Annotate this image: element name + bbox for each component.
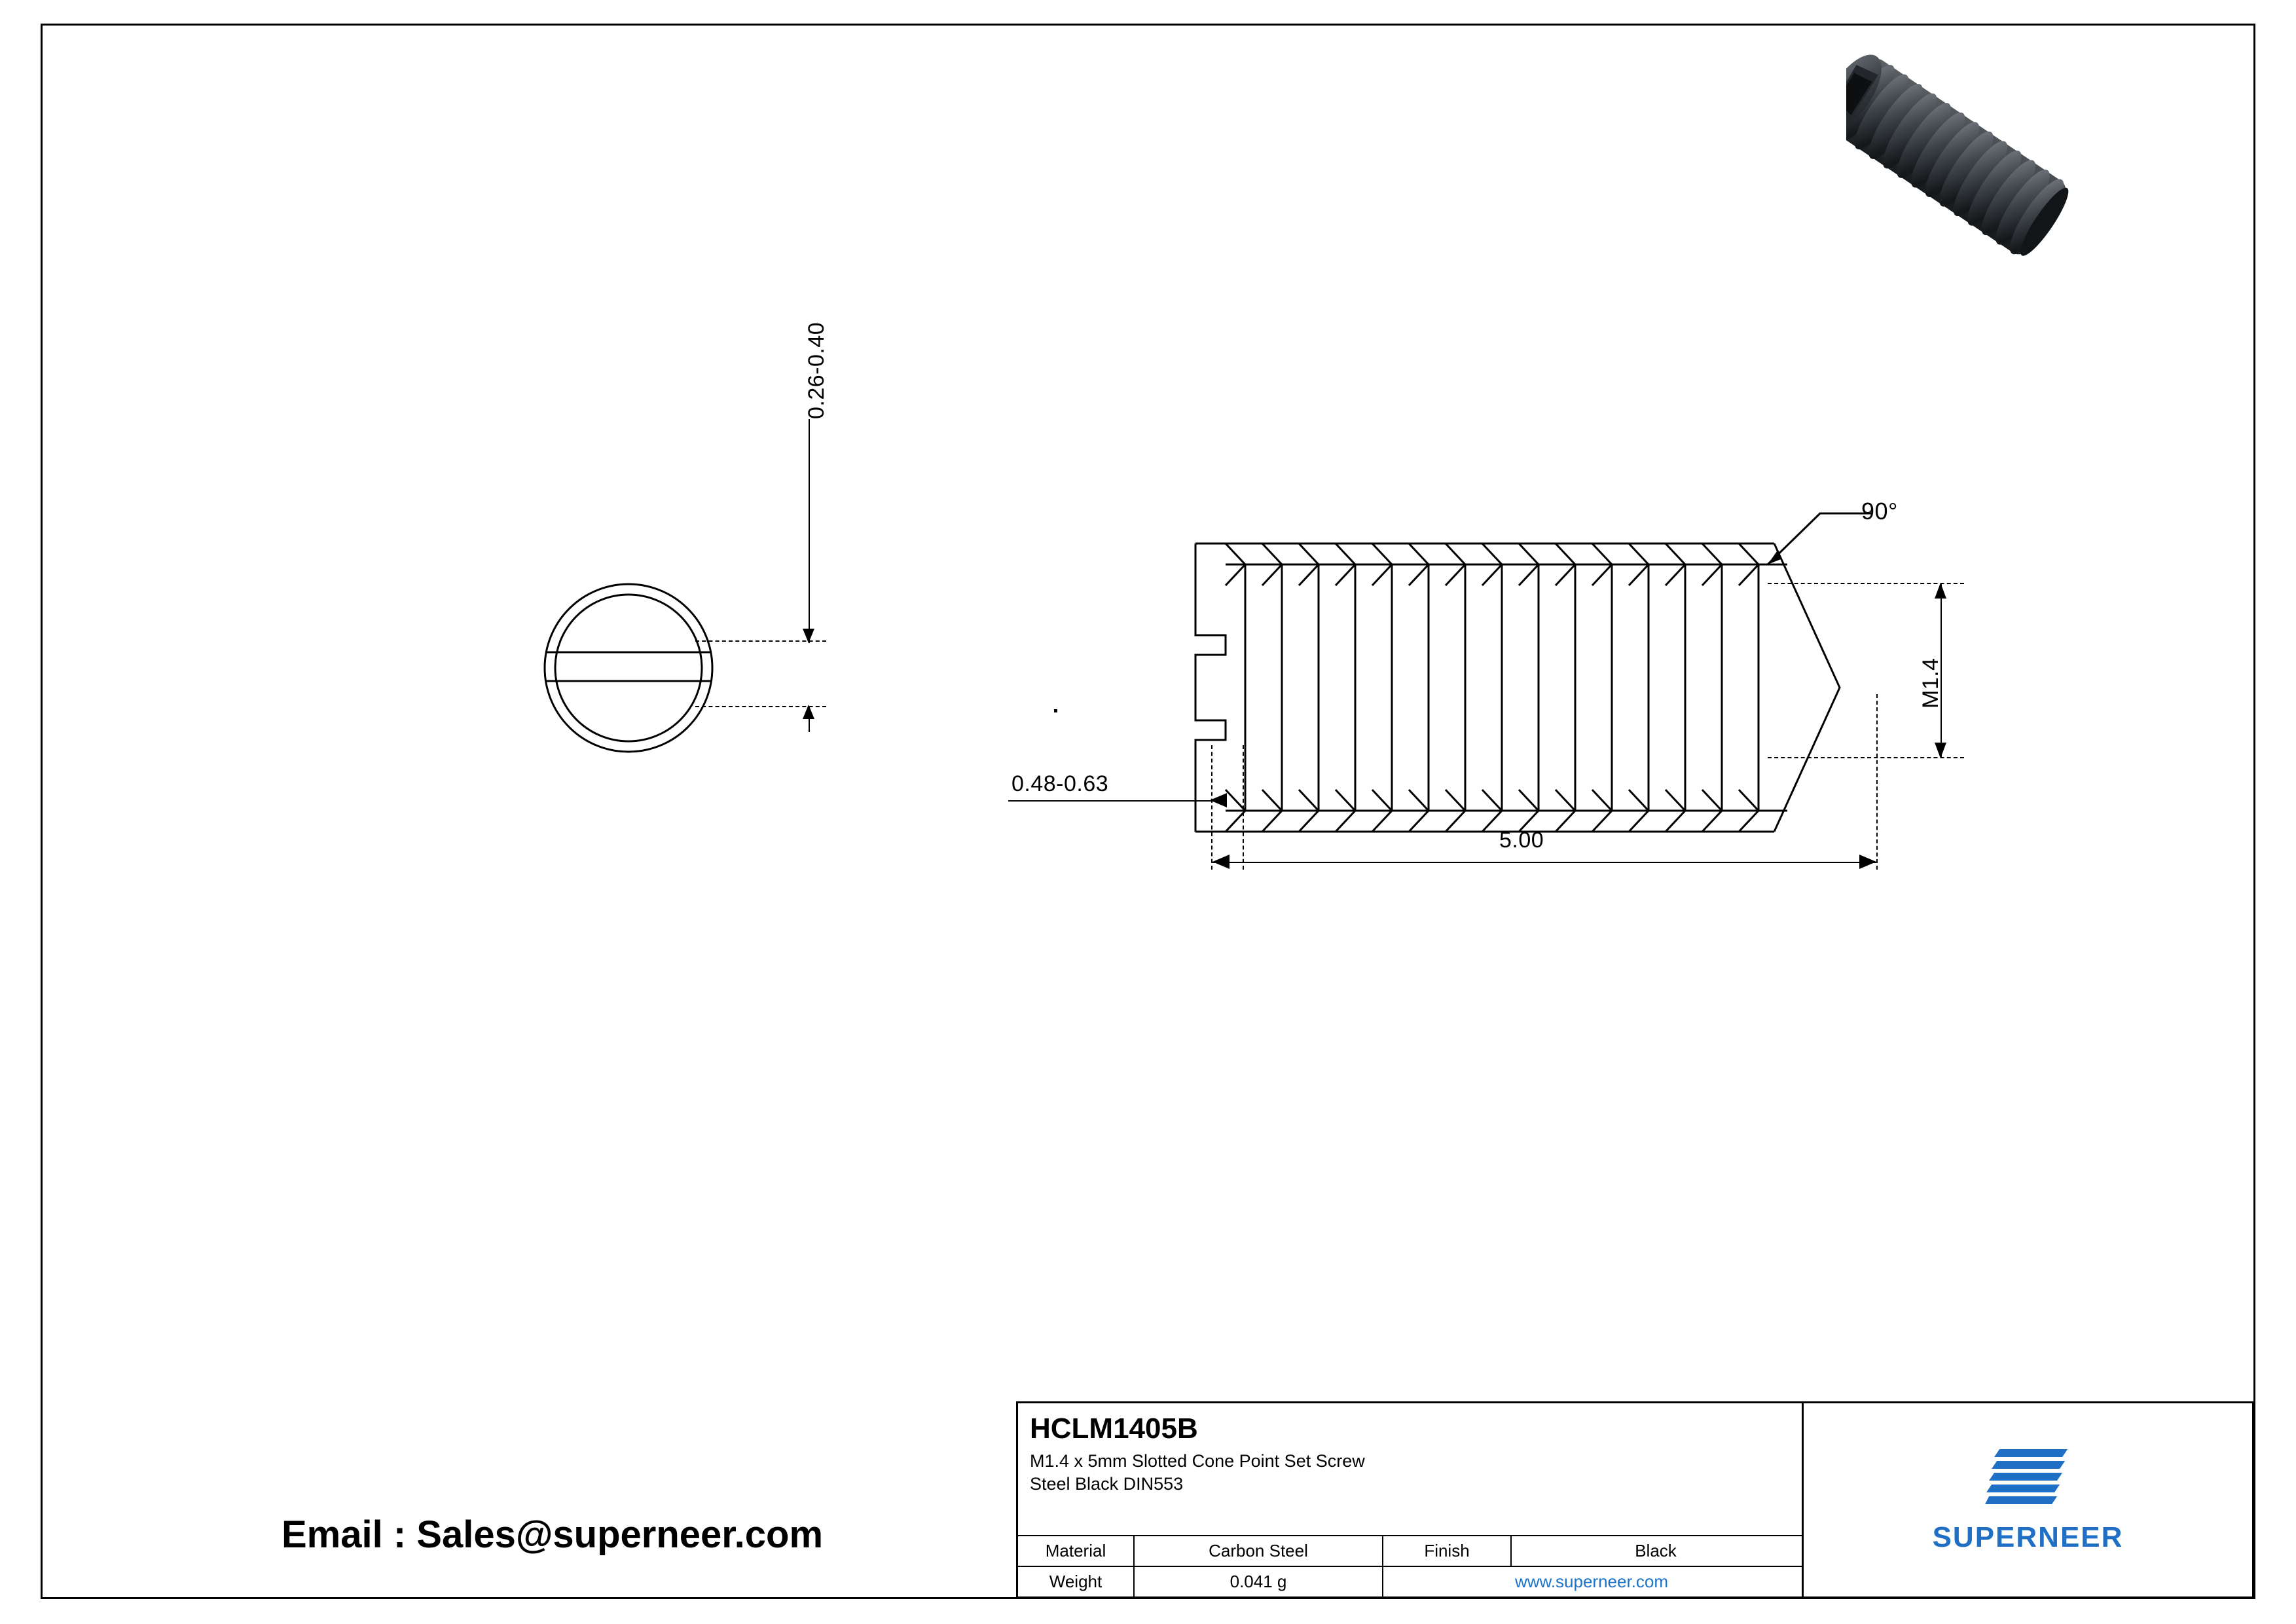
slot-depth-dim-text: 0.26-0.40 [804, 322, 829, 419]
slot-width-text: 0.48-0.63 [1011, 771, 1109, 796]
slot-width-dim-line-left [1008, 800, 1224, 802]
part-description [1030, 1450, 1790, 1496]
brand-logo-area [1804, 1403, 2252, 1596]
part-number: HCLM1405B [1030, 1412, 1198, 1445]
slot-depth-arrow-top [803, 629, 814, 643]
website-link[interactable]: www.superneer.com [1514, 1572, 1669, 1591]
website-cell[interactable] [1383, 1567, 1800, 1596]
length-dim-line [1212, 862, 1876, 863]
title-block [1016, 1401, 2254, 1598]
length-arrow-right [1859, 855, 1876, 869]
slot-depth-dim-line [809, 419, 810, 643]
part-description-line1: M1.4 x 5mm Slotted Cone Point Set Screw [1030, 1451, 1365, 1471]
thread-dia-arrow-bottom [1935, 743, 1946, 758]
head-end-view [537, 576, 753, 760]
thread-dia-text: M1.4 [1918, 657, 1943, 709]
length-ext-left [1211, 745, 1212, 870]
thread-dia-arrow-top [1935, 583, 1946, 599]
contact-email: Email : Sales@superneer.com [282, 1513, 824, 1556]
weight-value: 0.041 g [1135, 1567, 1383, 1596]
finish-label: Finish [1383, 1536, 1512, 1566]
length-ext-right [1876, 694, 1878, 870]
material-finish-row [1018, 1535, 1802, 1566]
weight-label: Weight [1018, 1567, 1135, 1596]
length-text: 5.00 [1499, 828, 1544, 853]
finish-value: Black [1635, 1541, 1677, 1560]
stray-mark [1054, 709, 1057, 712]
title-block-info [1018, 1403, 1804, 1596]
isometric-3d-render [1846, 36, 2252, 318]
cone-angle-text: 90° [1861, 498, 1898, 525]
title-block-heading [1018, 1403, 1802, 1535]
material-label: Material [1018, 1536, 1135, 1566]
brand-name: SUPERNEER [1932, 1521, 2124, 1553]
slot-depth-arrow-bottom [803, 705, 814, 719]
part-description-line2: Steel Black DIN553 [1030, 1474, 1184, 1494]
weight-website-row [1018, 1566, 1802, 1596]
length-arrow-left [1212, 855, 1230, 869]
logo [1933, 1447, 2124, 1554]
slot-width-ext-right [1243, 745, 1244, 870]
logo-mark-icon [1986, 1447, 2071, 1515]
material-value: Carbon Steel [1135, 1536, 1383, 1566]
